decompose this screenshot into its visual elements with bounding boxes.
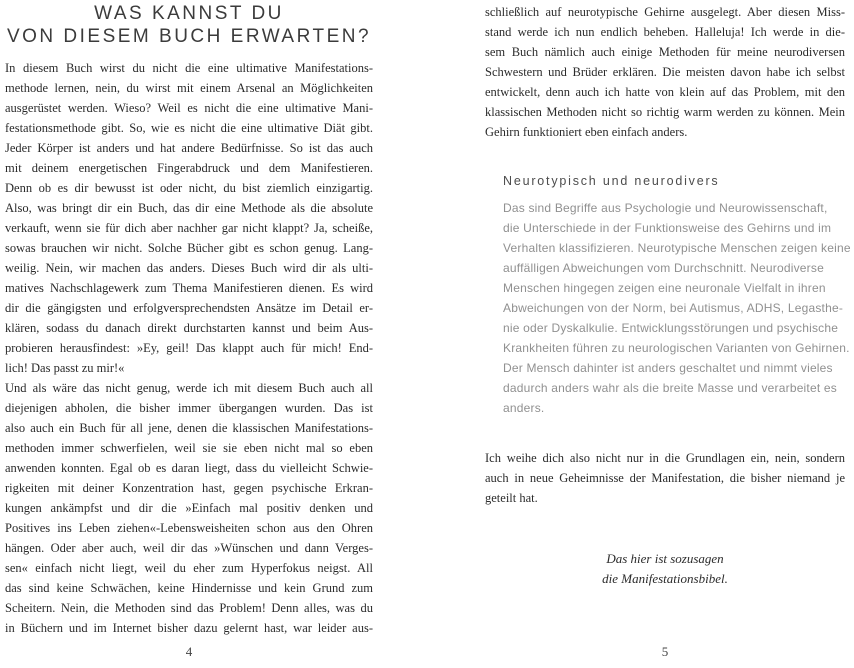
text-line: lich! Das passt zu mir!« [5, 361, 125, 375]
text-line: also auch ein Buch für all jene, denen die klassischen Manifestations- [5, 421, 373, 435]
infobox-body-text [503, 198, 851, 418]
left-page-body-text [5, 58, 373, 638]
text-line: klassischen Methoden nicht so richtig warm werden zu können. Mein [485, 105, 845, 119]
text-line: matives Nachschlagewerk zum Thema Manifestieren dienen. Es wird [5, 281, 373, 295]
text-line: ausgerüstet werden. Wieso? Weil es nicht die eine ultimative Mani- [5, 101, 373, 115]
text-line: Verhalten klassifizieren. Neurotypische Menschen zeigen keine [503, 241, 851, 255]
text-line: auffälligen Abweichungen vom Durchschnitt. Neurodiverse [503, 261, 824, 275]
text-line: schließlich auf neurotypische Gehirne ausgelegt. Aber diesen Miss- [485, 5, 845, 19]
text-line: das sind keine Schwächen, keine Hindernisse und kein Grund zum [5, 581, 373, 595]
infobox-heading: Neurotypisch und neurodivers [503, 174, 720, 188]
page-number-right: 5 [661, 644, 669, 659]
text-line: mit deinem energetischen Fingerabdruck und dem Manifestieren. [5, 161, 373, 175]
text-line: kungen ankämpfst und dir die »Einfach mal positiv denken und [5, 501, 373, 515]
text-line: stand werde ich nun endlich beheben. Halleluja! Ich werde in die- [485, 25, 845, 39]
text-line: weilig. Nein, wir machen das anders. Dieses Buch wird dir als ulti- [5, 261, 373, 275]
text-line: in Büchern und im Internet bisher dazu gelernt hast, war leider aus- [5, 621, 373, 635]
text-line: In diesem Buch wirst du nicht die eine ultimative Manifestations- [5, 61, 373, 75]
infobox-neurotypisch [503, 172, 851, 418]
right-page-body-text-bottom [485, 448, 845, 508]
text-line: die Manifestationsbibel. [602, 571, 728, 586]
page-number-left: 4 [185, 644, 193, 659]
text-line: nie oder Dyskalkulie. Entwicklungsstörungen und psychische [503, 321, 839, 335]
text-line: entwickelt, denn auch ich hatte von klein auf das Problem, mit den [485, 85, 845, 99]
text-line: Scheitern. Nein, die Methoden sind das Problem! Denn alles, was du [5, 601, 373, 615]
page-right [485, 0, 851, 668]
text-line: Schwestern und Brüder erklären. Die meisten davon habe ich selbst [485, 65, 845, 79]
chapter-title [5, 0, 373, 48]
text-line: Krankheiten führen zu neurologischen Varianten von Gehirnen. [503, 341, 850, 355]
text-line: hängen. Oder aber auch, weil dir das »Wünschen und dann Verges- [5, 541, 373, 555]
text-line: Und als wäre das nicht genug, werde ich mit diesem Buch auch all [5, 381, 373, 395]
page-left [5, 0, 373, 668]
text-line: methoden immer schwerfielen, weil sie sie eben nicht mal so eben [5, 441, 373, 455]
text-line: sowas brauchen wir nicht. Solche Bücher gibt es schon genug. Lang- [5, 241, 373, 255]
text-line: die Unterschiede in der Funktionsweise des Gehirns und im [503, 221, 832, 235]
right-page-body-text-top [485, 2, 845, 142]
text-line: Menschen hingegen zeigen eine neuronale Vielfalt in ihren [503, 281, 826, 295]
text-line: anwenden konnten. Egal ob es daran liegt, dass du vielleicht Schwie- [5, 461, 373, 475]
text-line: Denn ob es dir bewusst ist oder nicht, du bist ziemlich einzigartig. [5, 181, 373, 195]
text-line: Abweichungen von der Norm, bei Autismus, ADHS, Legasthe- [503, 301, 844, 315]
text-line: auch in neue Geheimnisse der Manifestation, die bisher niemand je [485, 471, 845, 485]
text-line: Ich weihe dich also nicht nur in die Grundlagen ein, nein, sondern [485, 451, 845, 465]
text-line: Also, was bringt dir ein Buch, das dir eine Methode als die absolute [5, 201, 373, 215]
text-line: diejenigen abholen, die bisher immer übergangen wurden. Das ist [5, 401, 373, 415]
text-line: rigkeiten mit deiner Konzentration hast, gegen psychische Erkran- [5, 481, 373, 495]
text-line: verkauft, wenn sie für dich aber nachher gar nicht klappt? Ja, scheiße, [5, 221, 373, 235]
text-line: sen« einfach nicht liegt, weil du eher zum Hyperfokus neigst. All [5, 561, 373, 575]
text-line: Gehirn funktioniert eben einfach anders. [485, 125, 688, 139]
text-line: klären, sodass du danach direkt durchstarten kannst und beim Aus- [5, 321, 373, 335]
text-line: dadurch anders wahr als die breite Masse und verarbeitet es [503, 381, 837, 395]
text-line: Das hier ist sozusagen [606, 551, 724, 566]
text-line: anders. [503, 401, 545, 415]
text-line: festationsmethode gibt. So, wie es nicht die eine ultimative Diät gibt. [5, 121, 373, 135]
text-line: Positives ins Leben ziehen«-Lebensweisheiten schon aus den Ohren [5, 521, 373, 535]
text-line: Jeder Körper ist anders und hat andere Bedürfnisse. So ist das auch [5, 141, 373, 155]
text-line: sem Buch nämlich auch einige Methoden für meine neurodiversen [485, 45, 845, 59]
text-line: Der Mensch dahinter ist anders geschaltet und nimmt vieles [503, 361, 833, 375]
text-line: probieren herausfindest: »Ey, geil! Das klappt auch für mich! End- [5, 341, 373, 355]
text-line: geteilt hat. [485, 491, 538, 505]
epigraph [485, 549, 845, 589]
text-line: Das sind Begriffe aus Psychologie und Neurowissenschaft, [503, 201, 828, 215]
text-line: dir die gängigsten und erfolgversprechendsten Ansätze im Detail er- [5, 301, 373, 315]
text-line: VON DIESEM BUCH ERWARTEN? [6, 26, 372, 47]
text-line: methode lernen, nein, du wirst mit einem Arsenal an Möglichkeiten [5, 81, 373, 95]
text-line: WAS KANNST DU [94, 3, 284, 24]
